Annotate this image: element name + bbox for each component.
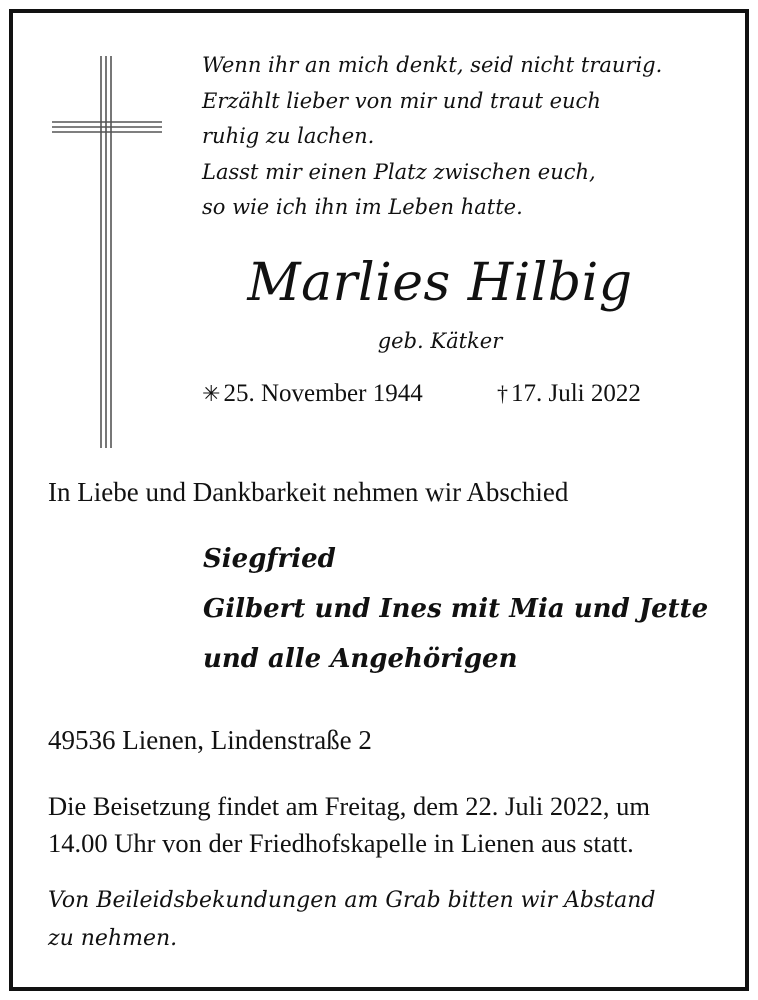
birth-star-icon: ✳ [202, 381, 221, 406]
condolence-line: Von Beileidsbekundungen am Grab bitten wir Abstand [48, 888, 656, 913]
mourners-list [203, 534, 723, 684]
mourner-line: und alle Angehörigen [203, 644, 518, 674]
condolence-note [48, 882, 728, 958]
farewell-intro: In Liebe und Dankbarkeit nehmen wir Abschied [48, 477, 569, 507]
poem-line: Wenn ihr an mich denkt, seid nicht traurig. [202, 53, 663, 77]
death-date-group [497, 378, 641, 410]
funeral-line: 14.00 Uhr von der Friedhofskapelle in Lienen aus statt. [48, 828, 634, 858]
mourner-line: Gilbert und Ines mit Mia und Jette [203, 594, 709, 624]
death-cross-icon: † [497, 381, 508, 406]
cross-icon [48, 52, 166, 452]
birth-date-group [202, 378, 423, 410]
funeral-line: Die Beisetzung findet am Freitag, dem 22. Juli 2022, um [48, 791, 651, 821]
poem-line: Erzählt lieber von mir und traut euch [202, 88, 601, 113]
mourner-line: Siegfried [203, 544, 336, 574]
poem-line: so wie ich ihn im Leben hatte. [202, 195, 523, 219]
birth-date: 25. November 1944 [223, 380, 423, 407]
death-date: 17. Juli 2022 [511, 380, 641, 407]
funeral-notice [48, 788, 728, 862]
deceased-name: Marlies Hilbig [247, 253, 633, 313]
poem [202, 48, 702, 226]
condolence-line: zu nehmen. [48, 926, 178, 951]
birth-name: geb. Kätker [377, 329, 503, 353]
poem-line: ruhig zu lachen. [202, 124, 375, 148]
poem-line: Lasst mir einen Platz zwischen euch, [202, 159, 596, 184]
address: 49536 Lienen, Lindenstraße 2 [48, 725, 372, 755]
